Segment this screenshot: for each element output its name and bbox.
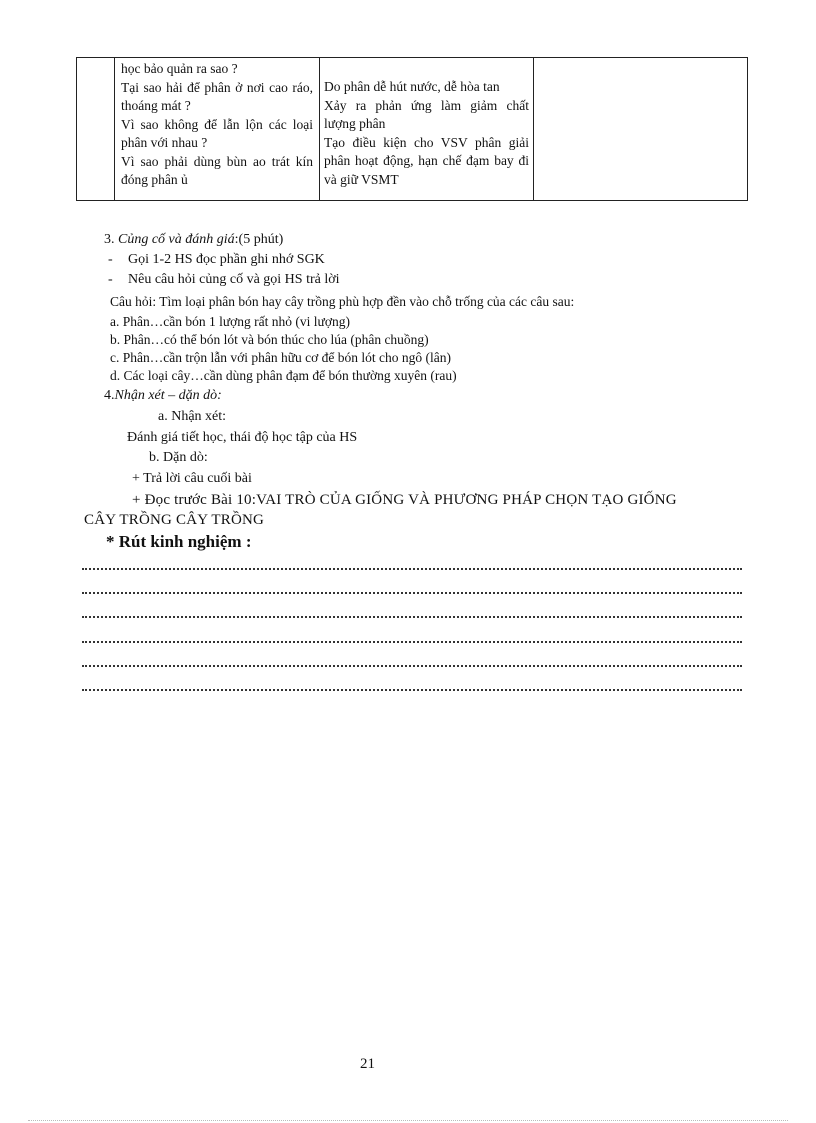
section-title-rest: :(5 phút) <box>234 232 284 247</box>
homework-item: + Trả lời câu cuối bài <box>132 471 252 486</box>
question-line: Tại sao hải để phân ở nơi cao ráo, thoáng mát ? <box>121 79 313 113</box>
table-cell-empty <box>534 58 748 201</box>
question-item: c. Phân…cần trộn lẫn với phân hữu cơ để bón lót cho ngô (lân) <box>110 350 452 365</box>
question-line: học bảo quản ra sao ? <box>121 61 238 76</box>
dash-bullet-icon: - <box>108 272 113 287</box>
subsection-b-label: b. Dặn dò: <box>149 450 208 465</box>
dash-bullet-icon: - <box>108 252 113 267</box>
section-number: 3. <box>104 232 118 247</box>
table-row <box>77 58 748 201</box>
section-title-italic: Nhận xét – dặn dò: <box>114 388 222 403</box>
dotted-line <box>82 641 742 643</box>
page-bottom-divider <box>28 1120 788 1121</box>
answer-line: Xảy ra phản ứng làm giảm chất lượng phân <box>324 97 529 131</box>
dotted-line <box>82 592 742 594</box>
section-4-title <box>104 387 222 405</box>
dotted-line <box>82 568 742 570</box>
table-cell-answers <box>320 58 534 201</box>
question-line: Vì sao không để lẫn lộn các loại phân với nhau ? <box>121 116 313 150</box>
subsection-a-label: a. Nhận xét: <box>158 409 227 424</box>
section-number: 4. <box>104 388 115 403</box>
subsection-a-text: Đánh giá tiết học, thái độ học tập của HS <box>127 430 358 445</box>
dotted-line <box>82 616 742 618</box>
dotted-line <box>82 689 742 691</box>
table-cell-empty <box>77 58 115 201</box>
bullet-text: Gọi 1-2 HS đọc phần ghi nhớ SGK <box>128 252 325 267</box>
bullet-item <box>108 271 340 289</box>
answer-line: Tạo điều kiện cho VSV phân giải phân hoạt động, hạn chế đạm bay đi và giữ VSMT <box>324 134 529 187</box>
question-item: d. Các loại cây…cần dùng phân đạm để bón thường xuyên (rau) <box>110 368 457 383</box>
bullet-item <box>108 251 325 269</box>
section-3-title <box>104 231 283 249</box>
section-title-italic: Củng cố và đánh giá <box>118 232 235 247</box>
question-item: b. Phân…có thể bón lót và bón thúc cho lúa (phân chuồng) <box>110 332 429 347</box>
page-number: 21 <box>360 1056 375 1072</box>
dotted-line <box>82 665 742 667</box>
homework-item: + Đọc trước Bài 10:VAI TRÒ CỦA GIỐNG VÀ PHƯƠNG PHÁP CHỌN TẠO GIỐNG <box>132 492 677 508</box>
question-line: Vì sao phải dùng bùn ao trát kín đóng phân ủ <box>121 153 313 187</box>
answer-line: Do phân dễ hút nước, dễ hòa tan <box>324 79 500 94</box>
bullet-text: Nêu câu hỏi củng cố và gọi HS trả lời <box>128 272 340 287</box>
homework-item-continuation: CÂY TRỒNG CÂY TRỒNG <box>84 512 265 528</box>
question-intro: Câu hỏi: Tìm loại phân bón hay cây trồng phù hợp đền vào chỗ trống của các câu sau: <box>110 294 575 309</box>
table-cell-questions <box>115 58 320 201</box>
question-item: a. Phân…cần bón 1 lượng rất nhỏ (vi lượng) <box>110 314 350 329</box>
lesson-table <box>76 57 748 201</box>
rut-kinh-nghiem-heading: * Rút kinh nghiệm : <box>106 532 252 551</box>
